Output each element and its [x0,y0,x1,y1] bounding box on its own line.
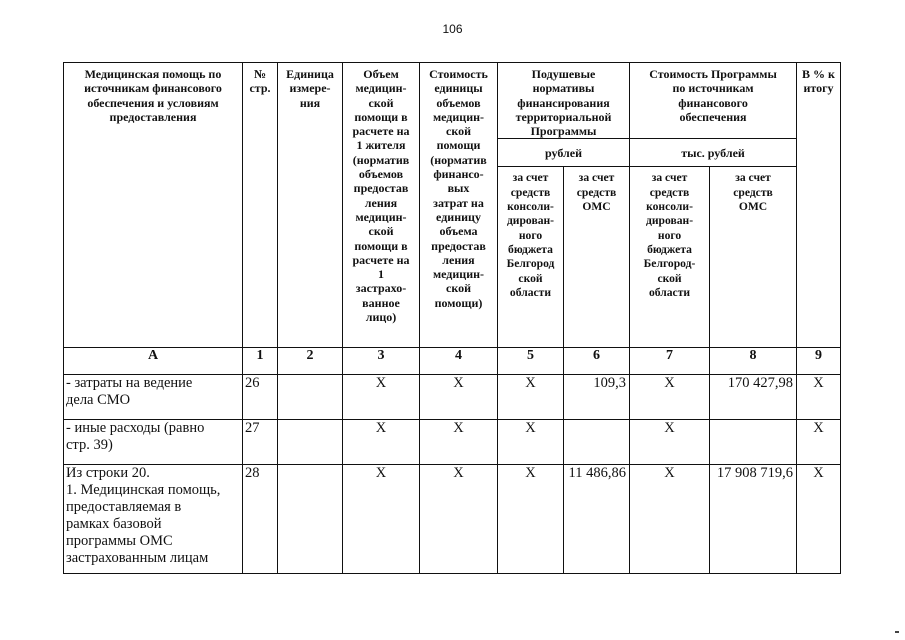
row-name: - затраты на ведение дела СМО [64,375,243,420]
column-index-cell: 6 [564,348,630,375]
row-name: - иные расходы (равно стр. 39) [64,420,243,465]
table-row [64,375,841,420]
row-percent-total: Х [797,375,841,420]
header-row-top [64,63,841,139]
row-cost-budget: Х [630,420,710,465]
column-index-cell: 9 [797,348,841,375]
row-per-capita-budget: Х [498,375,564,420]
row-volume: Х [343,465,420,574]
row-unit-cost: Х [420,465,498,574]
column-index-row [64,348,841,375]
header-per-capita-oms: за счет средств ОМС [564,167,630,348]
row-cost-oms: 17 908 719,6 [710,465,797,574]
row-cost-oms [710,420,797,465]
column-index-cell: 8 [710,348,797,375]
page-number: 106 [442,22,463,36]
row-per-capita-oms [564,420,630,465]
column-index-cell: 4 [420,348,498,375]
header-per-capita-group: Подушевые нормативы финансирования территориальной Программы [498,63,630,139]
row-name: Из строки 20. 1. Медицинская помощь, предоставляемая в рамках базовой программы ОМС застрахованным лицам [64,465,243,574]
row-unit-cost: Х [420,375,498,420]
row-volume: Х [343,420,420,465]
header-unit-cost: Стоимость единицы объемов медицин- ской помощи (норматив финансо- вых затрат на единицу объема предостав ления медицин- ской помощи) [420,63,498,348]
column-index-cell: А [64,348,243,375]
row-unit [278,465,343,574]
column-index-cell: 7 [630,348,710,375]
header-unit: Единица измере- ния [278,63,343,348]
header-cost-oms: за счет средств ОМС [710,167,797,348]
row-per-capita-oms: 11 486,86 [564,465,630,574]
column-index-cell: 1 [243,348,278,375]
table-row [64,420,841,465]
row-per-capita-budget: Х [498,420,564,465]
row-line-number: 26 [243,375,278,420]
row-line-number: 28 [243,465,278,574]
row-cost-oms: 170 427,98 [710,375,797,420]
header-unit-rub: рублей [498,139,630,167]
header-program-cost-group: Стоимость Программы по источникам финансового обеспечения [630,63,797,139]
header-unit-thousand-rub: тыс. рублей [630,139,797,167]
row-percent-total: Х [797,465,841,574]
table-row [64,465,841,574]
row-unit [278,375,343,420]
row-cost-budget: Х [630,465,710,574]
row-unit [278,420,343,465]
row-cost-budget: Х [630,375,710,420]
row-percent-total: Х [797,420,841,465]
row-per-capita-oms: 109,3 [564,375,630,420]
row-volume: Х [343,375,420,420]
row-line-number: 27 [243,420,278,465]
column-index-cell: 5 [498,348,564,375]
header-cost-budget: за счет средств консоли- дирован- ного бюджета Белгород- ской области [630,167,710,348]
header-per-capita-budget: за счет средств консоли- дирован- ного бюджета Белгород ской области [498,167,564,348]
header-percent-total: В % к итогу [797,63,841,348]
header-volume: Объем медицин- ской помощи в расчете на 1 жителя (норматив объемов предостав ления медицин- ской помощи в расчете на 1 застрахо- ванное лицо) [343,63,420,348]
scan-mark [895,631,899,633]
header-line-number: № стр. [243,63,278,348]
row-per-capita-budget: Х [498,465,564,574]
column-index-cell: 3 [343,348,420,375]
header-medical-care: Медицинская помощь по источникам финансового обеспечения и условиям предоставления [64,63,243,348]
row-unit-cost: Х [420,420,498,465]
column-index-cell: 2 [278,348,343,375]
program-cost-table [63,62,841,574]
